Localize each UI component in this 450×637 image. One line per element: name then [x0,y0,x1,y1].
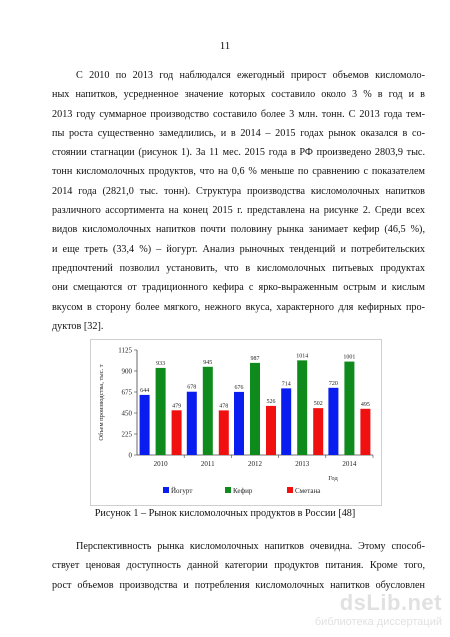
text-line: рост объемов производства и потребления кисломолочных напитков обусловлен [52,579,425,591]
bar-value-label: 1001 [343,354,356,361]
legend-swatch [287,487,293,493]
bar-Йогурт [281,388,291,455]
x-tick-label: 2011 [200,460,215,468]
bar-Сметана [360,409,370,455]
bar-value-label: 933 [156,360,166,367]
bar-Кефир [297,360,307,455]
text-line: предпочтений позволил установить, что в кисломолочных питьевых продуктах [52,262,425,274]
text-line: пы роста существенно замедлились, и в 2014 – 2015 годах рынок оказался в со- [52,127,425,139]
text-line: С 2010 по 2013 год наблюдался ежегодный прирост объемов кисломоло- [76,70,425,81]
bar-Сметана [266,406,276,455]
text-line: стоянии стагнации (рисунок 1). За 11 мес. 2015 года в РФ произведено 2803,9 тыс. [52,147,425,159]
y-tick-label: 0 [128,451,132,460]
text-line: они смещаются от традиционного кефира с ярко-выраженным острым и кислым [52,282,425,294]
y-tick-label: 675 [121,388,132,397]
bar-value-label: 720 [328,380,338,387]
text-line: различного ассортимента на конец 2015 г. представлена на рисунке 2. Среди всех [52,205,425,217]
bar-Йогурт [140,395,150,455]
text-line: тонн кисломолочных продуктов, что на 0,6 % меньше по сравнению с показателем [52,166,425,178]
bar-Сметана [172,410,182,455]
text-line: ствует ценовая доступность данной категории продуктов питания. Кроме того, [52,560,425,572]
y-tick-label: 225 [121,430,132,439]
y-axis-title: Объем производства, тыс. т [98,364,105,441]
bar-value-label: 714 [281,381,291,388]
text-line: дуктов [32]. [52,320,104,332]
text-line: 2013 году суммарное производство составило более 3 млн. тонн. С 2013 года тем- [52,108,425,120]
y-tick-label: 450 [121,409,132,418]
x-tick-label: 2010 [153,460,168,468]
page-number: 11 [219,40,231,52]
text-line: и еще треть (33,4 %) – йогурт. Анализ рыночных тенденций и потребительских [52,243,425,255]
bar-value-label: 945 [203,359,213,366]
bar-Йогурт [187,392,197,455]
bar-value-label: 678 [187,384,197,391]
text-line: Перспективность рынка кисломолочных напитков очевидна. Этому способ- [76,541,425,552]
legend-label: Сметана [295,487,321,495]
x-tick-label: 2014 [342,460,357,468]
x-axis-title: Год [328,475,338,482]
x-tick-label: 2013 [295,460,310,468]
bar-value-label: 478 [219,403,229,410]
watermark-logo: dsLib.net [339,590,442,615]
bar-value-label: 1014 [296,353,309,360]
legend-swatch [225,487,231,493]
bar-value-label: 495 [360,401,370,408]
bar-value-label: 479 [172,403,182,410]
bar-Сметана [219,410,229,455]
text-line: 2014 года (2821,0 тыс. тонн). Структура производства кисломолочных напитков [52,185,425,197]
chart-frame [90,339,382,506]
bar-Йогурт [328,388,338,455]
legend-label: Кефир [233,487,253,495]
x-tick-label: 2012 [248,460,262,468]
text-line: видов кисломолочных напитков почти половину рынка занимает кефир (46,5 %), [52,224,425,236]
bar-Сметана [313,408,323,455]
bar-value-label: 987 [250,355,260,362]
bar-Кефир [250,363,260,455]
figure-caption: Рисунок 1 – Рынок кисломолочных продуктов в России [48] [94,508,356,519]
bar-Кефир [344,362,354,455]
bar-chart [91,340,381,505]
bar-Йогурт [234,392,244,455]
paragraph-perspective [52,537,425,595]
bar-value-label: 526 [266,398,276,405]
watermark [292,590,442,634]
bar-value-label: 676 [234,384,244,391]
paragraph-market-growth [52,66,425,336]
legend-swatch [163,487,169,493]
bar-value-label: 644 [140,387,150,394]
legend-label: Йогурт [171,487,193,495]
bar-Кефир [203,367,213,455]
y-tick-label: 1125 [118,346,132,355]
text-line: ных напитков, усредненное значение которых составило около 3 % в год и в [52,89,425,101]
bar-value-label: 502 [313,401,323,408]
text-line: вкусом в сторону более мягкого, нежного вкуса, характерного для кефирных про- [52,301,425,313]
watermark-subtitle: библиотека диссертаций [314,616,442,628]
bar-Кефир [156,368,166,455]
y-tick-label: 900 [121,367,132,376]
